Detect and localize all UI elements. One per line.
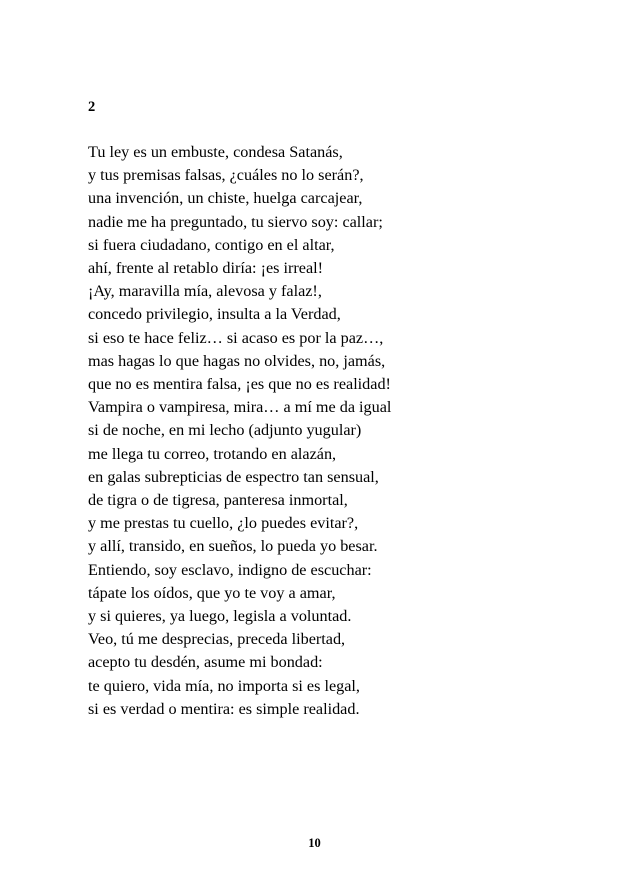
poem-line: si fuera ciudadano, contigo en el altar, — [88, 235, 335, 254]
poem-line: acepto tu desdén, asume mi bondad: — [88, 653, 323, 672]
poem-line: de tigra o de tigresa, panteresa inmortal, — [88, 491, 348, 510]
poem-body — [88, 141, 558, 721]
poem-line: si eso te hace feliz… si acaso es por la paz…, — [88, 328, 384, 347]
poem-line: te quiero, vida mía, no importa si es legal, — [88, 676, 360, 695]
poem-line: en galas subrepticias de espectro tan sensual, — [88, 467, 379, 486]
poem-line: ahí, frente al retablo diría: ¡es irreal! — [88, 259, 324, 278]
poem-line: y si quieres, ya luego, legisla a voluntad. — [88, 607, 352, 626]
poem-line: que no es mentira falsa, ¡es que no es realidad! — [88, 375, 391, 394]
poem-line: y tus premisas falsas, ¿cuáles no lo serán?, — [88, 166, 364, 185]
page-number: 10 — [308, 836, 321, 850]
poem-line: y allí, transido, en sueños, lo pueda yo besar. — [88, 537, 378, 556]
poem-line: Vampira o vampiresa, mira… a mí me da igual — [88, 398, 392, 417]
poem-line: y me prestas tu cuello, ¿lo puedes evitar?, — [88, 514, 359, 533]
poem-line: una invención, un chiste, huelga carcajear, — [88, 189, 363, 208]
poem-line: tápate los oídos, que yo te voy a amar, — [88, 583, 336, 602]
poem-line: nadie me ha preguntado, tu siervo soy: callar; — [88, 212, 383, 231]
poem-line: Tu ley es un embuste, condesa Satanás, — [88, 143, 343, 161]
poem-line: concedo privilegio, insulta a la Verdad, — [88, 305, 341, 324]
poem-number: 2 — [88, 99, 96, 115]
poem-line: si de noche, en mi lecho (adjunto yugular) — [88, 421, 362, 440]
poem-line: me llega tu correo, trotando en alazán, — [88, 444, 337, 463]
poem-line: ¡Ay, maravilla mía, alevosa y falaz!, — [88, 282, 322, 301]
poem-line: mas hagas lo que hagas no olvides, no, jamás, — [88, 351, 386, 370]
poem-line: si es verdad o mentira: es simple realidad. — [88, 699, 360, 718]
poem-line: Entiendo, soy esclavo, indigno de escuchar: — [88, 560, 372, 579]
poem-line: Veo, tú me desprecias, preceda libertad, — [88, 630, 346, 649]
